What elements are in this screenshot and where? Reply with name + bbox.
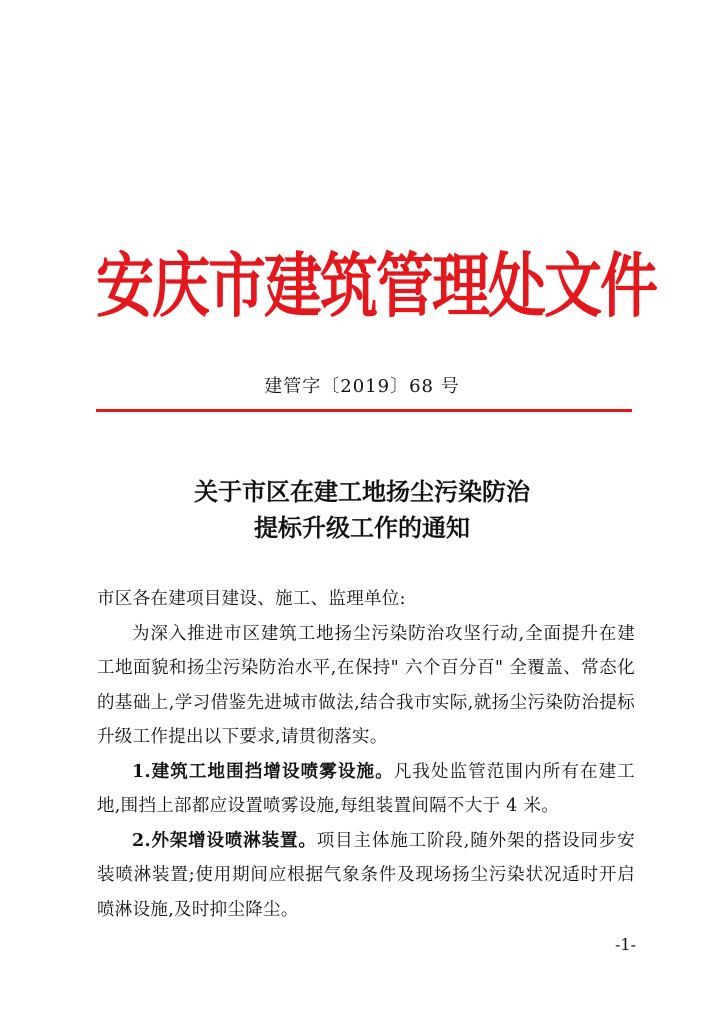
notice-title-line-1: 关于市区在建工地扬尘污染防治 [194,477,530,506]
item-1-lead: 1.建筑工地围挡增设喷雾设施。 [132,761,394,782]
item-2-paragraph [97,824,635,928]
page-number: -1- [615,935,636,954]
intro-paragraph: 为深入推进市区建筑工地扬尘污染防治攻坚行动,全面提升在建工地面貌和扬尘污染防治水平,在保持" 六个百分百" 全覆盖、常态化的基础上,学习借鉴先进城市做法,结合我市实际,就扬尘污染防治提标升级工作提出以下要求,请贯彻落实。 [97,623,635,747]
notice-title-line-2: 提标升级工作的通知 [254,513,470,542]
document-number: 建管字〔2019〕68 号 [264,376,460,397]
item-1-paragraph [97,755,635,824]
salutation: 市区各在建项目建设、施工、监理单位: [97,589,406,609]
notice-body [97,582,635,927]
red-divider-line [96,409,632,412]
item-2-text: 项目主体施工阶段,随外架的搭设同步安装喷淋装置;使用期间应根据气象条件及现场扬尘污染状况适时开启喷淋设施,及时抑尘降尘。 [97,830,635,920]
item-2-lead: 2.外架增设喷淋装置。 [132,830,317,851]
document-header-title: 安庆市建筑管理处文件 [96,245,657,327]
item-1-text: 凡我处监管范围内所有在建工地,围挡上部都应设置喷雾设施,每组装置间隔不大于 4 米。 [97,761,635,816]
notice-title [0,474,724,546]
